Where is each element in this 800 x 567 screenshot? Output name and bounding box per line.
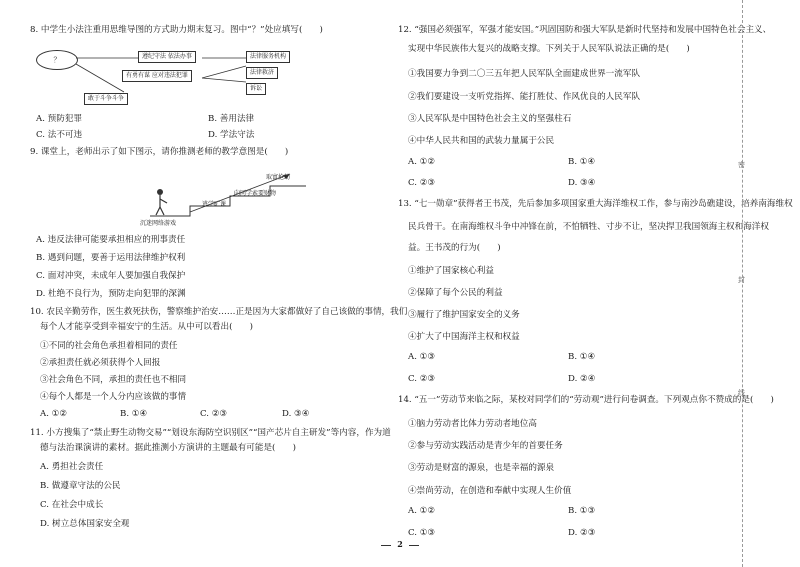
mindmap-node-c: 敢于斗争斗争 [84, 93, 128, 105]
q14-item-2: ②参与劳动实践活动是青少年的首要任务 [408, 441, 563, 451]
q8-option-b: B. 善用法律 [208, 114, 255, 124]
q11-option-c: C. 在社会中成长 [40, 500, 104, 510]
q14-option-b: B. ①③ [568, 506, 596, 516]
mindmap-node-r2: 法律救济 [246, 67, 278, 79]
q11-option-b: B. 做遵章守法的公民 [40, 481, 121, 491]
q10-option-c: C. ②③ [200, 409, 228, 419]
stair-label-low: 逃学旷课 [202, 201, 227, 208]
q9-option-a: A. 违反法律可能要承担相应的刑事责任 [36, 235, 186, 245]
q13-option-d: D. ②④ [568, 374, 596, 384]
page-number: 2 [397, 539, 403, 549]
side-mark-1: 密 [738, 161, 745, 169]
side-mark-2: 封 [738, 276, 745, 284]
q8-option-c: C. 法不可违 [36, 130, 83, 140]
mindmap-node-a: 遵纪守法 依法办事 [138, 51, 196, 63]
q12-option-a: A. ①② [408, 157, 436, 167]
q14-stem: 14. “五一”劳动节来临之际，某校对同学们的“劳动观”进行问卷调查。下列观点你不赞成的是( ) [398, 395, 774, 405]
q10-option-a: A. ①② [40, 409, 68, 419]
q11-option-a: A. 勇担社会责任 [40, 462, 104, 472]
q13-option-b: B. ①④ [568, 352, 596, 362]
q13-item-3: ③履行了维护国家安全的义务 [408, 310, 520, 320]
q8-mindmap [34, 38, 334, 110]
q10-item-1: ①不同的社会角色承担着相同的责任 [40, 341, 178, 351]
q13-option-a: A. ①③ [408, 352, 436, 362]
q11-stem-line2: 德与法治课演讲的素材。据此推测小方演讲的主题最有可能是( ) [40, 443, 296, 453]
q13-stem-line1: 13. “七一勋章”获得者王书茂，先后参加多项国家重大海洋维权工作，参与南沙岛礁建设，培养南海维权 [398, 199, 793, 209]
q8-option-a: A. 预防犯罪 [36, 114, 83, 124]
q8-stem: 8. 中学生小法注重用思维导图的方式助力期末复习。图中“？”处应填写( ) [30, 25, 323, 35]
footer-dash-right [409, 545, 419, 546]
q9-option-d: D. 杜绝不良行为，预防走向犯罪的深渊 [36, 289, 186, 299]
q13-item-4: ④扩大了中国海洋主权和权益 [408, 332, 520, 342]
q12-option-b: B. ①④ [568, 157, 596, 167]
q13-item-1: ①维护了国家核心利益 [408, 266, 494, 276]
q12-item-4: ④中华人民共和国的武装力量属于公民 [408, 136, 555, 146]
q14-item-4: ④崇尚劳动，在创造和奉献中实现人生价值 [408, 486, 572, 496]
q9-option-c: C. 面对冲突，未成年人要加强自我保护 [36, 271, 186, 281]
mindmap-center-node: ？ [36, 50, 78, 70]
q11-option-d: D. 树立总体国家安全观 [40, 519, 130, 529]
mindmap-node-b: 有勇有谋 应对违法犯罪 [122, 70, 192, 82]
q10-item-2: ②承担责任就必须获得个人回报 [40, 358, 161, 368]
q14-option-c: C. ①③ [408, 528, 436, 538]
q10-stem-line1: 10. 农民辛勤劳作，医生救死扶伤，警察维护治安……正是因为大家都做好了自己该做的事情，我们 [30, 307, 408, 317]
q9-stem: 9. 课堂上，老师出示了如下图示，请你推测老师的教学意图是( ) [30, 147, 289, 157]
q12-item-3: ③人民军队是中国特色社会主义的坚强柱石 [408, 114, 572, 124]
q12-item-2: ②我们要建设一支听党指挥、能打胜仗、作风优良的人民军队 [408, 92, 641, 102]
q14-item-1: ①脑力劳动者比体力劳动者地位高 [408, 419, 537, 429]
q10-stem-line2: 每个人才能享受到幸福安宁的生活。从中可以看出( ) [40, 322, 253, 332]
q13-item-2: ②保障了每个公民的利益 [408, 288, 503, 298]
mindmap-node-r3: 诉讼 [246, 83, 266, 95]
q10-item-3: ③社会角色不同，承担的责任也不相同 [40, 375, 187, 385]
q10-option-b: B. ①④ [120, 409, 148, 419]
q8-option-d: D. 学法守法 [208, 130, 255, 140]
q11-stem-line1: 11. 小方搜集了“禁止野生动物交易”“划设东海防空识别区”“国产芯片自主研发”等内容，作为道 [30, 428, 391, 438]
footer-dash-left [381, 545, 391, 546]
q9-stair-diagram [120, 160, 310, 226]
page-footer [0, 539, 800, 549]
stair-label-mid: 向同学索要财物 [234, 190, 277, 197]
q14-item-3: ③劳动是财富的源泉，也是幸福的源泉 [408, 463, 555, 473]
q13-stem-line2: 民兵骨干。在南海维权斗争中冲锋在前，不怕牺牲、寸步不让，坚决捍卫我国领海主权和海洋权 [408, 222, 769, 232]
mindmap-node-r1: 法律服务机构 [246, 51, 290, 63]
q12-item-1: ①我国要力争到二〇三五年把人民军队全面建成世界一流军队 [408, 69, 641, 79]
q12-stem-line1: 12. “强国必须强军，军强才能安国。”巩固国防和强大军队是新时代坚持和发展中国特色社会主义、 [398, 25, 772, 35]
q9-option-b: B. 遇到问题，要善于运用法律维护权利 [36, 253, 186, 263]
q14-option-a: A. ①② [408, 506, 436, 516]
q12-option-c: C. ②③ [408, 178, 436, 188]
q10-item-4: ④每个人都是一个人分内应该做的事情 [40, 392, 187, 402]
q10-option-d: D. ③④ [282, 409, 310, 419]
q13-stem-line3: 益。王书茂的行为( ) [408, 243, 501, 253]
q12-option-d: D. ③④ [568, 178, 596, 188]
q12-stem-line2: 实现中华民族伟大复兴的战略支撑。下列关于人民军队说法正确的是( ) [408, 44, 690, 54]
q13-option-c: C. ②③ [408, 374, 436, 384]
stair-lines [120, 160, 310, 226]
stair-label-top: 取富抢劫 [266, 174, 291, 181]
side-mark-3: 线 [738, 389, 745, 397]
q14-option-d: D. ②③ [568, 528, 596, 538]
stair-label-base: 沉迷网络游戏 [140, 220, 177, 227]
